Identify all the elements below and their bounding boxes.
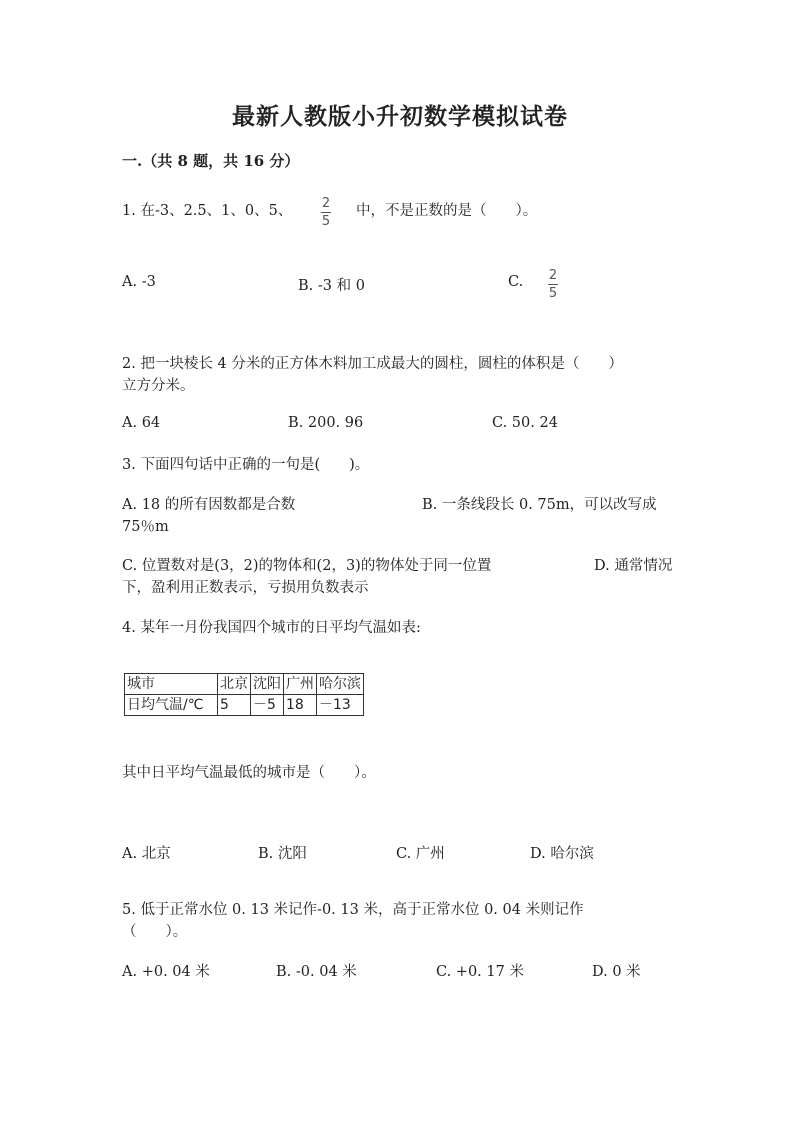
table-cell: 5 <box>218 695 251 716</box>
option-c-fraction-denominator: 5 <box>548 286 558 301</box>
question-1-fraction <box>321 196 331 229</box>
question-4-text: 4. 某年一月份我国四个城市的日平均气温如表: <box>122 620 421 636</box>
table-cell: －5 <box>251 695 284 716</box>
question-3-option-d-line-2: 下，盈利用正数表示，亏损用负数表示 <box>122 580 369 596</box>
question-5-option-b: B. -0. 04 米 <box>276 964 357 980</box>
question-3-option-b: B. 一条线段长 0. 75m，可以改写成 <box>422 497 657 513</box>
table-cell: 哈尔滨 <box>317 674 364 695</box>
question-5-option-d: D. 0 米 <box>592 964 641 980</box>
question-4-option-b: B. 沈阳 <box>258 846 307 862</box>
table-cell: 城市 <box>125 674 218 695</box>
question-3-option-a-line-1: A. 18 的所有因数都是合数 <box>122 497 296 513</box>
question-3-text: 3. 下面四句话中正确的一句是( )。 <box>122 457 370 473</box>
table-cell: 日均气温/℃ <box>125 695 218 716</box>
question-1-text-before: 1. 在-3、2.5、1、0、5、 <box>122 203 293 219</box>
question-2-option-b: B. 200. 96 <box>288 415 364 431</box>
question-5-option-a: A. +0. 04 米 <box>122 964 210 980</box>
question-5-line-2: （ ）。 <box>122 924 188 940</box>
fraction-bar <box>548 284 558 285</box>
table-cell: 广州 <box>284 674 317 695</box>
question-1-option-b: B. -3 和 0 <box>298 278 365 294</box>
question-1-fraction-denominator: 5 <box>321 214 331 229</box>
option-c-fraction-numerator: 2 <box>548 268 558 283</box>
table-cell: －13 <box>317 695 364 716</box>
question-4-option-a: A. 北京 <box>122 846 171 862</box>
table-cell: 北京 <box>218 674 251 695</box>
question-4-option-d: D. 哈尔滨 <box>530 846 594 862</box>
table-cell: 18 <box>284 695 317 716</box>
table-cell: 沈阳 <box>251 674 284 695</box>
question-3-option-d-line-1: D. 通常情况 <box>594 558 673 574</box>
question-2-option-c: C. 50. 24 <box>492 415 558 431</box>
question-1-fraction-numerator: 2 <box>321 196 331 211</box>
question-2-line-2: 立方分米。 <box>122 378 195 394</box>
table-row <box>125 695 364 716</box>
question-2-line-1: 2. 把一块棱长 4 分米的正方体木料加工成最大的圆柱，圆柱的体积是（ ） <box>122 356 623 372</box>
question-1-option-c: C. <box>508 274 524 290</box>
fraction-bar <box>321 212 331 213</box>
page-title: 最新人教版小升初数学模拟试卷 <box>232 103 568 130</box>
question-3-option-c: C. 位置数对是(3，2)的物体和(2，3)的物体处于同一位置 <box>122 558 492 574</box>
table-header-row <box>125 674 364 695</box>
question-1-text-after: 中，不是正数的是（ ）。 <box>356 203 538 219</box>
section-heading: 一.（共 8 题，共 16 分） <box>122 152 300 170</box>
question-3-option-a-line-2: 75％m <box>122 519 169 535</box>
temperature-table <box>124 673 364 716</box>
question-2-option-a: A. 64 <box>122 415 161 431</box>
question-1-option-c-fraction <box>548 268 558 301</box>
question-4-option-c: C. 广州 <box>396 846 445 862</box>
question-1-option-a: A. -3 <box>122 274 156 290</box>
question-5-option-c: C. +0. 17 米 <box>436 964 524 980</box>
question-4-question: 其中日平均气温最低的城市是（ ）。 <box>122 765 376 781</box>
question-5-line-1: 5. 低于正常水位 0. 13 米记作-0. 13 米，高于正常水位 0. 04 米则记作 <box>122 902 584 918</box>
